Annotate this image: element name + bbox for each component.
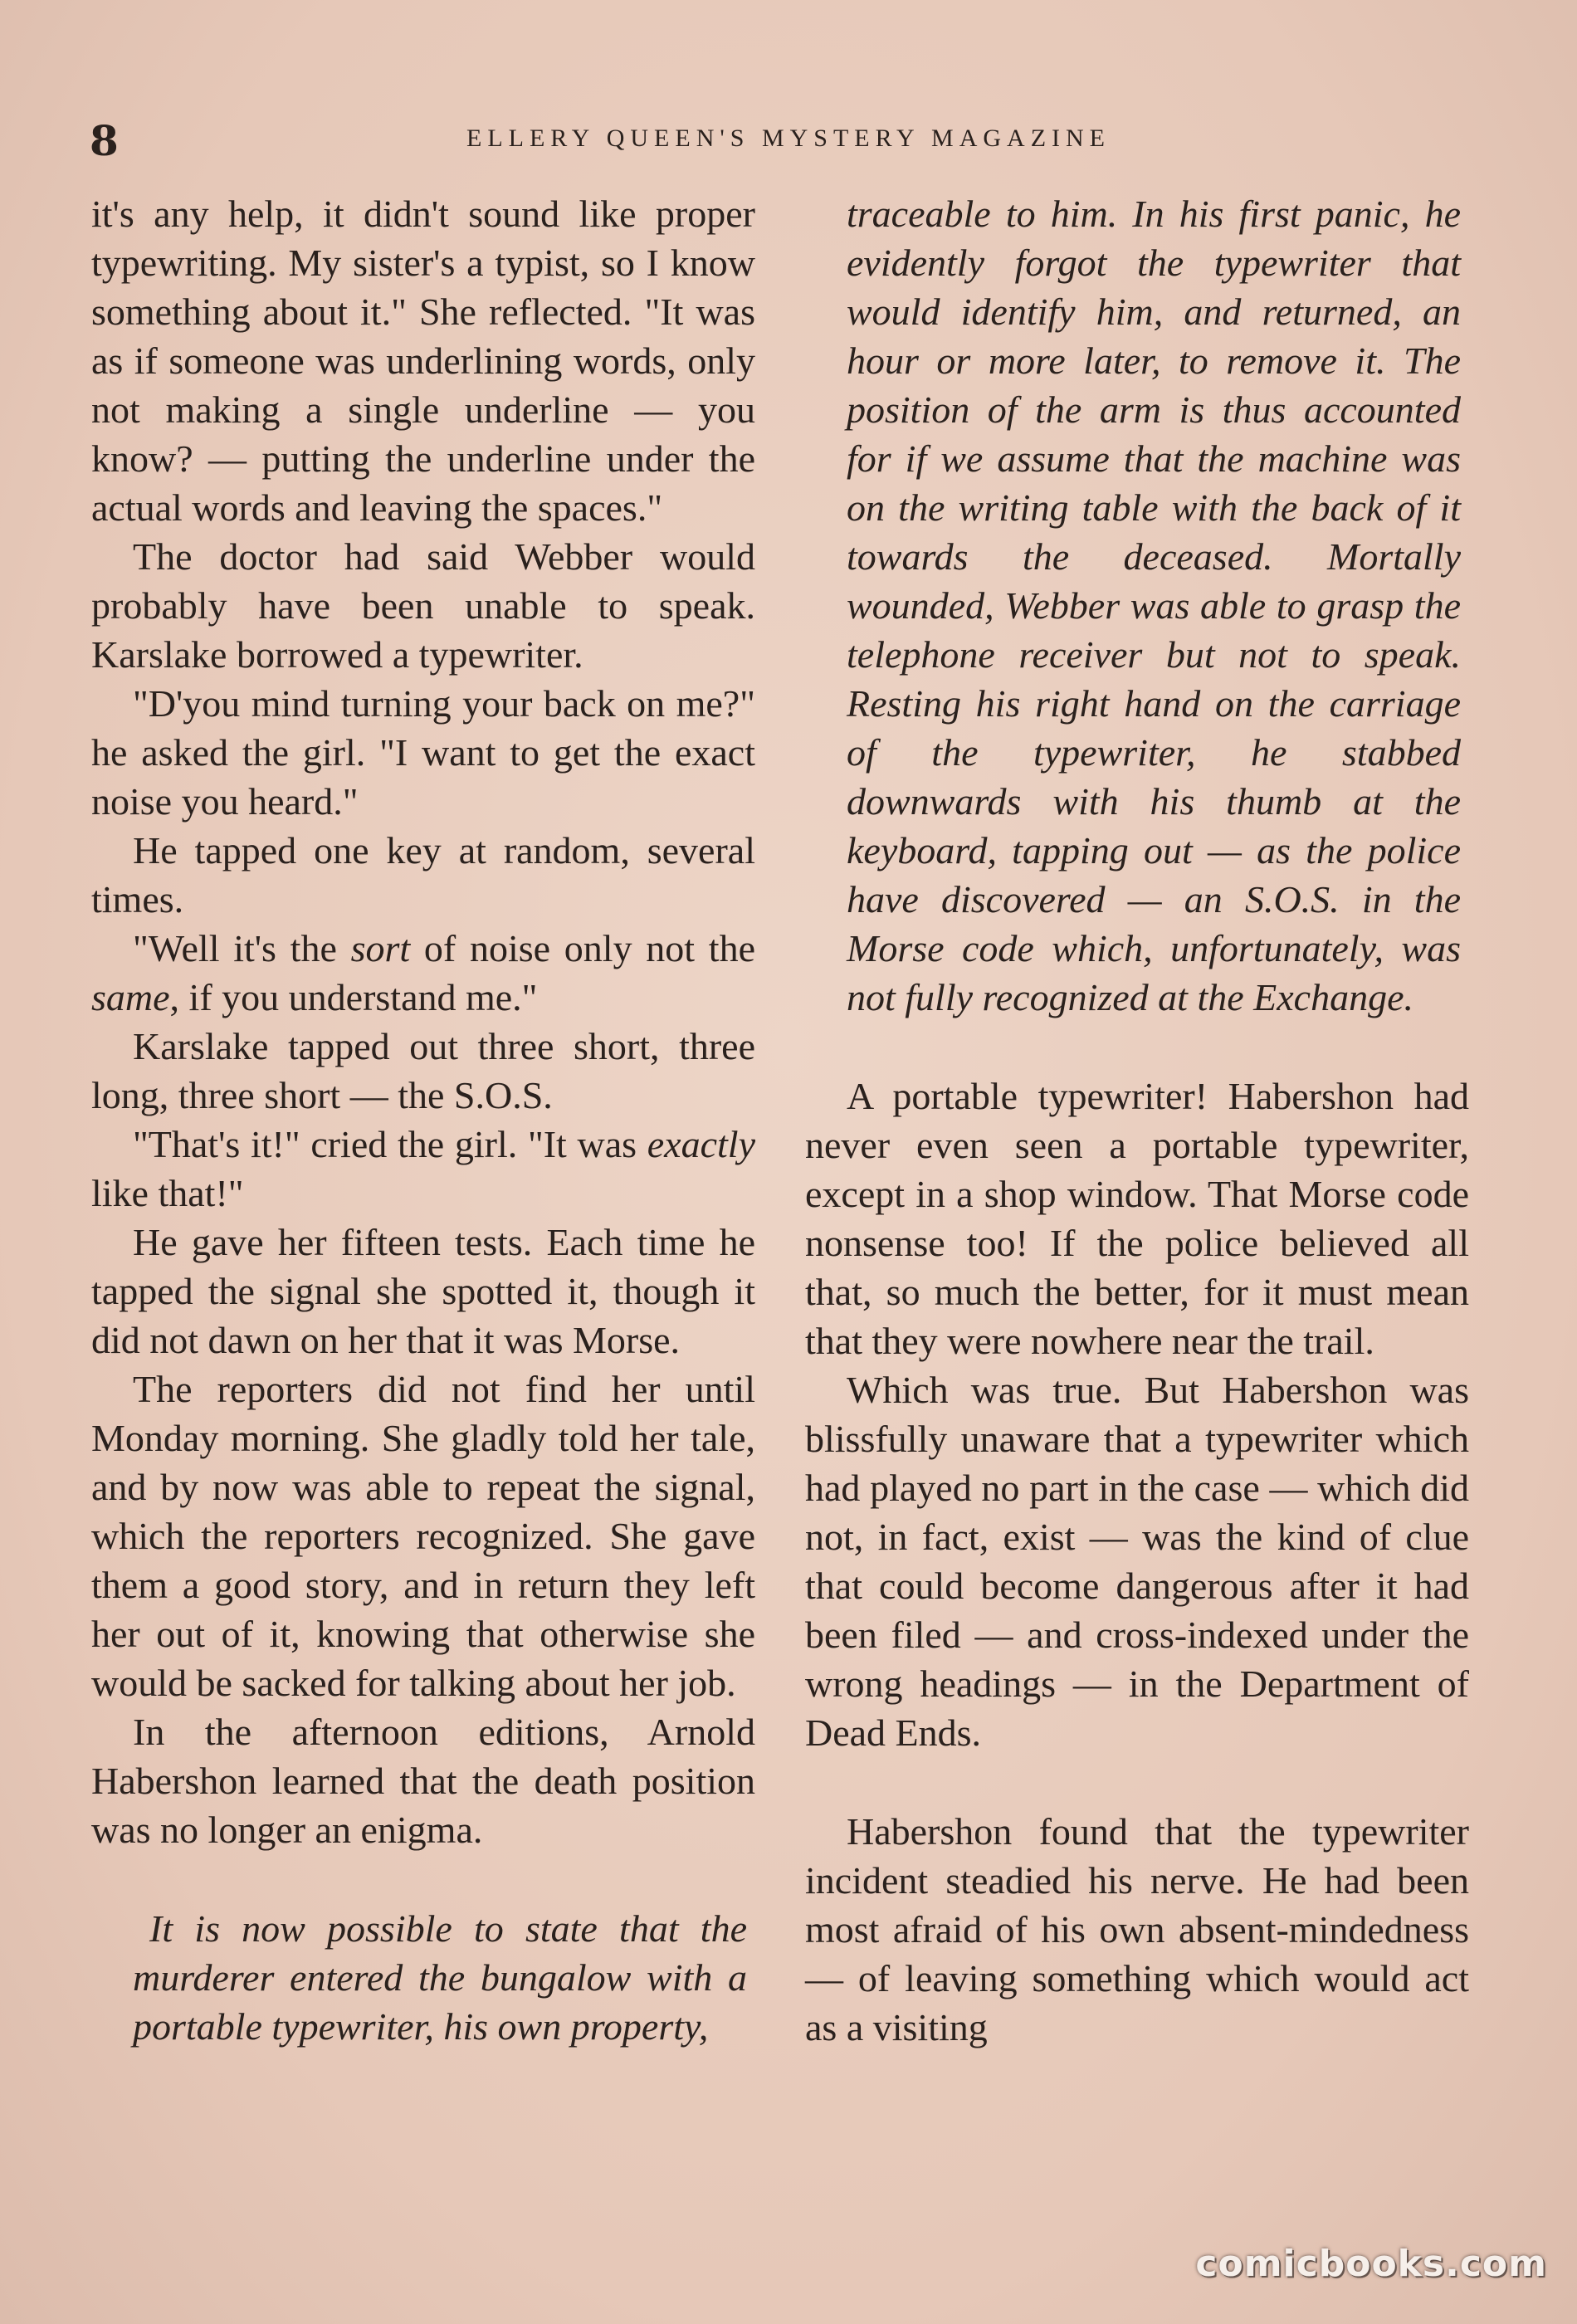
paragraph: In the afternoon editions, Arnold Habershon learned that the death position was no longer an enigma.	[91, 1711, 755, 1851]
watermark-logo: comicbooks.com	[1195, 2243, 1547, 2285]
paragraph: "D'you mind turning your back on me?" he asked the girl. "I want to get the exact noise you heard."	[91, 682, 755, 823]
paragraph: Karslake tapped out three short, three long, three short — the S.O.S.	[91, 1025, 755, 1116]
emphasis: same	[91, 976, 170, 1018]
running-head: ELLERY QUEEN'S MYSTERY MAGAZINE	[466, 124, 1111, 152]
text-run: , if you understand me."	[169, 976, 538, 1018]
paragraph: Which was true. But Habershon was blissfully unaware that a typewriter which had played no part in the case — which did not, in fact, exist — was the kind of clue that could become dangerous after it had been filed — and cross-indexed under the wrong headings — in the Department of Dead Ends.	[805, 1369, 1469, 1754]
newspaper-quote: traceable to him. In his first panic, he evidently forgot the typewriter that would identify him, and returned, an hour or more later, to remove it. The position of the arm is thus accounted for if we assume that the machine was on the writing table with the back of it towards the deceased. Mortally wounded, Webber was able to grasp the telephone receiver but not to speak. Resting his right hand on the carriage of the typewriter, he stabbed downwards with his thumb at the keyboard, tapping out — as the police have discovered — an S.O.S. in the Morse code which, unfortunately, was not fully recognized at the Exchange.	[847, 193, 1461, 1018]
paragraph: He tapped one key at random, several times.	[91, 829, 755, 920]
text-run: "Well it's the	[133, 927, 351, 969]
newspaper-quote: It is now possible to state that the murderer entered the bungalow with a portable typewriter, his own property,	[133, 1907, 747, 2048]
emphasis: sort	[350, 927, 411, 969]
text-run: like that!"	[91, 1172, 244, 1214]
paragraph: The reporters did not find her until Monday morning. She gladly told her tale, and by now was able to repeat the signal, which the reporters recognized. She gave them a good story, and in return they left her out of it, knowing that otherwise she would be sacked for talking about her job.	[91, 1368, 755, 1704]
paragraph	[91, 924, 755, 1022]
paragraph: Habershon found that the typewriter incident steadied his nerve. He had been most afraid of his own absent-mindedness — of leaving something which would act as a visiting	[805, 1810, 1469, 2048]
paragraph: He gave her fifteen tests. Each time he tapped the signal she spotted it, though it did not dawn on her that it was Morse.	[91, 1221, 755, 1361]
page-number: 8	[90, 116, 119, 165]
left-column	[91, 189, 755, 2051]
paragraph	[91, 1120, 755, 1218]
text-run: "That's it!" cried the girl. "It was	[133, 1123, 647, 1165]
paragraph: A portable typewriter! Habershon had never even seen a portable typewriter, except in a shop window. That Morse code nonsense too! If the police believed all that, so much the better, for it must mean that they were nowhere near the trail.	[805, 1075, 1469, 1362]
paragraph: it's any help, it didn't sound like proper typewriting. My sister's a typist, so I know something about it." She reflected. "It was as if someone was underlining words, only not making a single underline — you know? — putting the underline under the actual words and leaving the spaces."	[91, 193, 755, 529]
right-column	[805, 189, 1469, 2052]
text-run: of noise only not the	[410, 927, 755, 969]
emphasis: exactly	[647, 1123, 755, 1165]
paragraph: The doctor had said Webber would probably have been unable to speak. Karslake borrowed a typewriter.	[91, 535, 755, 676]
